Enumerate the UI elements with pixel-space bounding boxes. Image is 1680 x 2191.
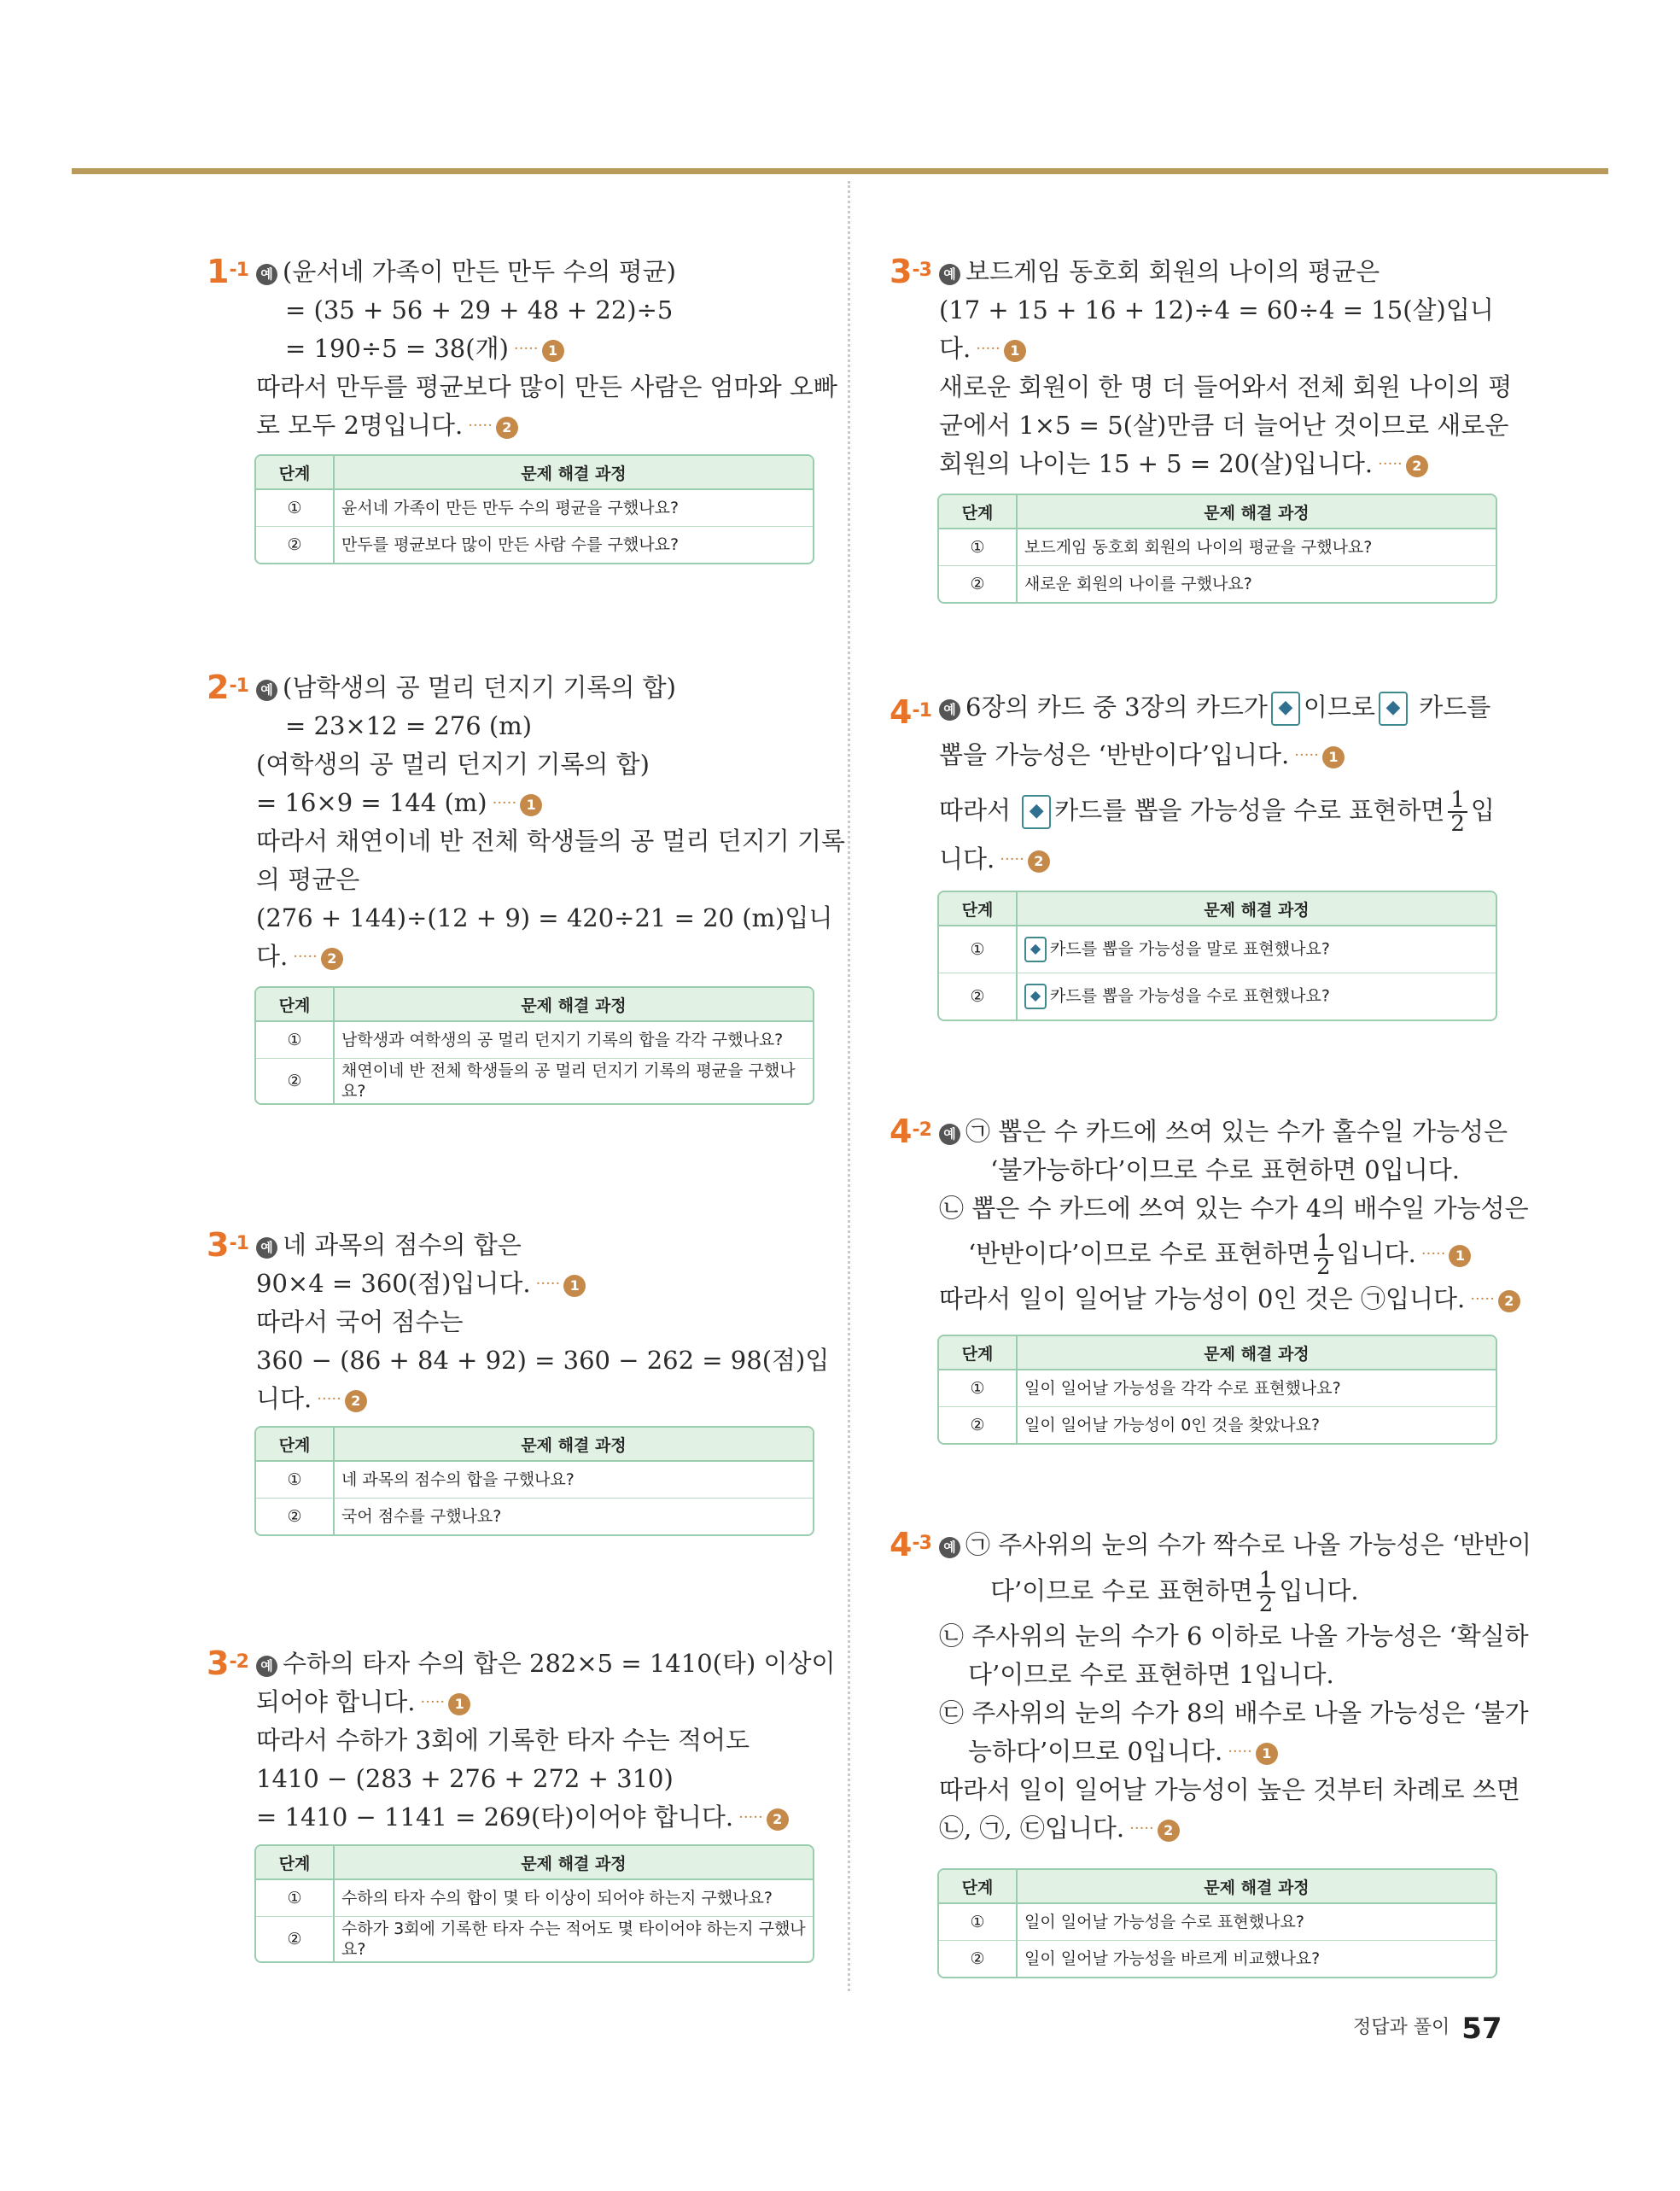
rubric-table-3-3: 단계 문제 해결 과정 ① 보드게임 동호회 회원의 나이의 평균을 구했나요? ② 새로운 회원의 나이를 구했나요? <box>937 494 1497 604</box>
problem-number: $3^{-3}$ <box>890 253 931 290</box>
problem-number: $4^{-3}$ <box>890 1526 931 1563</box>
example-mark: 예 <box>939 1124 960 1145</box>
step-1-marker: 1 <box>1322 746 1345 768</box>
problem-number: $3^{-1}$ <box>207 1226 248 1264</box>
step-1-marker: 1 <box>1449 1245 1471 1267</box>
step-1-marker: 1 <box>520 794 542 816</box>
rubric-table-4-3: 단계 문제 해결 과정 ① 일이 일어날 가능성을 수로 표현했나요? ② 일이 일어날 가능성을 바르게 비교했나요? <box>937 1868 1497 1978</box>
top-rule <box>72 168 1608 174</box>
problem-2-1: $2^{-1}$ 예 (남학생의 공 멀리 던지기 기록의 합) = 23×12 = 276 (m) (여학생의 공 멀리 던지기 기록의 합) = 16×9 = 144 (m) ····· 1 따라서 채연이네 반 전체 학생들의 공 멀리 던지기 기록 의 평균은 (276 + 144)÷(12 + 9) = 420÷21 = 20 (m)입니 다. ····· 2 <box>207 669 846 971</box>
step-2-marker: 2 <box>767 1808 789 1831</box>
problem-4-1: $4^{-1}$ 예 6장의 카드 중 3장의 카드가 ◆ 이므로 ◆ 카드를 뽑을 가능성은 ‘반반이다’입니다. ····· 1 따라서 ◆ 카드를 뽑을 가능성을 수로 표현하면 $\frac{1}{2}$ 입 니다. ····· 2 <box>939 683 1495 884</box>
step-1-marker: 1 <box>1256 1743 1278 1765</box>
example-mark: 예 <box>939 1537 960 1558</box>
footer-label: 정답과 풀이 <box>1353 2017 1450 2038</box>
step-2-marker: 2 <box>321 948 343 970</box>
problem-number: $3^{-2}$ <box>207 1645 248 1682</box>
problem-4-3: $4^{-3}$ 예 ㉠ 주사위의 눈의 수가 짝수로 나올 가능성은 ‘반반이 다’이므로 수로 표현하면 $\frac{1}{2}$ 입니다. ㉡ 주사위의 눈의 수가 6 이하로 나올 가능성은 ‘확실하 다’이므로 수로 표현하면 1입니다. ㉢ 주사위의 눈의 수가 8의 배수로 나올 가능성은 ‘불가 능하다’이므로 0입니다. ····· 1 따라서 일이 일어날 가능성이 높은 것부터 차례로 쓰면 ㉡, ㉠, ㉢입니다. ····· 2 <box>890 1526 1532 1843</box>
diamond-card-icon: ◆ <box>1024 937 1047 962</box>
diamond-card-icon: ◆ <box>1022 795 1051 829</box>
example-mark: 예 <box>256 1237 277 1259</box>
rubric-table-2-1: 단계 문제 해결 과정 ① 남학생과 여학생의 공 멀리 던지기 기록의 합을 각각 구했나요? ② 채연이네 반 전체 학생들의 공 멀리 던지기 기록의 평균을 구했나요? <box>254 986 814 1105</box>
fraction: $\frac{1}{2}$ <box>1448 789 1467 835</box>
rubric-table-4-2: 단계 문제 해결 과정 ① 일이 일어날 가능성을 각각 수로 표현했나요? ② 일이 일어날 가능성이 0인 것을 찾았나요? <box>937 1335 1497 1445</box>
column-divider <box>848 181 850 1991</box>
fraction: $\frac{1}{2}$ <box>1314 1232 1333 1278</box>
problem-number: $1^{-1}$ <box>207 253 248 290</box>
diamond-card-icon: ◆ <box>1024 984 1047 1009</box>
step-2-marker: 2 <box>1498 1290 1520 1312</box>
rubric-table-3-2: 단계 문제 해결 과정 ① 수하의 타자 수의 합이 몇 타 이상이 되어야 하는지 구했나요? ② 수하가 3회에 기록한 타자 수는 적어도 몇 타이어야 하는지 구했나요? <box>254 1844 814 1963</box>
problem-4-2: $4^{-2}$ 예 ㉠ 뽑은 수 카드에 쓰여 있는 수가 홀수일 가능성은 ‘불가능하다’이므로 수로 표현하면 0입니다. ㉡ 뽑은 수 카드에 쓰여 있는 수가 4의 배수일 가능성은 ‘반반이다’이므로 수로 표현하면 $\frac{1}{2}$ 입니다. ····· 1 따라서 일이 일어날 가능성이 0인 것은 ㉠입니다. ····· 2 <box>890 1113 1529 1313</box>
problem-3-1: $3^{-1}$ 예 네 과목의 점수의 합은 90×4 = 360(점)입니다. ····· 1 따라서 국어 점수는 360 − (86 + 84 + 92) = 360 − 262 = 98(점)입 니다. ····· 2 <box>207 1226 830 1413</box>
example-mark: 예 <box>256 680 277 701</box>
step-1-marker: 1 <box>542 340 564 362</box>
step-2-marker: 2 <box>1028 850 1050 873</box>
problem-3-3: $3^{-3}$ 예 보드게임 동호회 회원의 나이의 평균은 (17 + 15 + 16 + 12)÷4 = 60÷4 = 15(살)입니 다. ····· 1 새로운 회원이 한 명 더 들어와서 전체 회원 나이의 평 균에서 1×5 = 5(살)만큼 더 늘어난 것이므로 새로운 회원의 나이는 15 + 5 = 20(살)입니다. ····· 2 <box>890 253 1513 478</box>
example-mark: 예 <box>256 264 277 285</box>
step-1-marker: 1 <box>448 1693 470 1715</box>
diamond-card-icon: ◆ <box>1271 692 1300 726</box>
step-2-marker: 2 <box>1406 455 1428 477</box>
fraction: $\frac{1}{2}$ <box>1257 1569 1276 1615</box>
step-2-marker: 2 <box>1158 1820 1180 1842</box>
example-mark: 예 <box>939 699 960 721</box>
problem-number: $4^{-1}$ <box>890 693 931 731</box>
problem-number: $4^{-2}$ <box>890 1113 931 1150</box>
problem-1-1: $1^{-1}$ 예 (윤서네 가족이 만든 만두 수의 평균) = (35 + 56 + 29 + 48 + 22)÷5 = 190÷5 = 38(개) ····· 1 따라서 만두를 평균보다 많이 만든 사람은 엄마와 오빠 로 모두 2명입니다. ····· 2 <box>207 253 837 440</box>
step-1-marker: 1 <box>563 1275 586 1297</box>
problem-number: $2^{-1}$ <box>207 669 248 706</box>
rubric-table-3-1: 단계 문제 해결 과정 ① 네 과목의 점수의 합을 구했나요? ② 국어 점수를 구했나요? <box>254 1426 814 1536</box>
step-1-marker: 1 <box>1004 340 1026 362</box>
example-mark: 예 <box>256 1656 277 1677</box>
page-footer <box>1353 2012 1502 2046</box>
rubric-table-1-1: 단계 문제 해결 과정 ① 윤서네 가족이 만든 만두 수의 평균을 구했나요? ② 만두를 평균보다 많이 만든 사람 수를 구했나요? <box>254 454 814 564</box>
diamond-card-icon: ◆ <box>1379 692 1408 726</box>
step-2-marker: 2 <box>345 1390 367 1412</box>
example-mark: 예 <box>939 264 960 285</box>
problem-3-2: $3^{-2}$ 예 수하의 타자 수의 합은 282×5 = 1410(타) 이상이 되어야 합니다. ····· 1 따라서 수하가 3회에 기록한 타자 수는 적어도 1410 − (283 + 276 + 272 + 310) = 1410 − 1141 = 269(타)이어야 합니다. ····· 2 <box>207 1645 836 1832</box>
rubric-table-4-1: 단계 문제 해결 과정 ① ◆ 카드를 뽑을 가능성을 말로 표현했나요? ② ◆ 카드를 뽑을 가능성을 수로 표현했나요? <box>937 891 1497 1021</box>
step-2-marker: 2 <box>496 417 518 439</box>
page-number: 57 <box>1461 2012 1502 2046</box>
